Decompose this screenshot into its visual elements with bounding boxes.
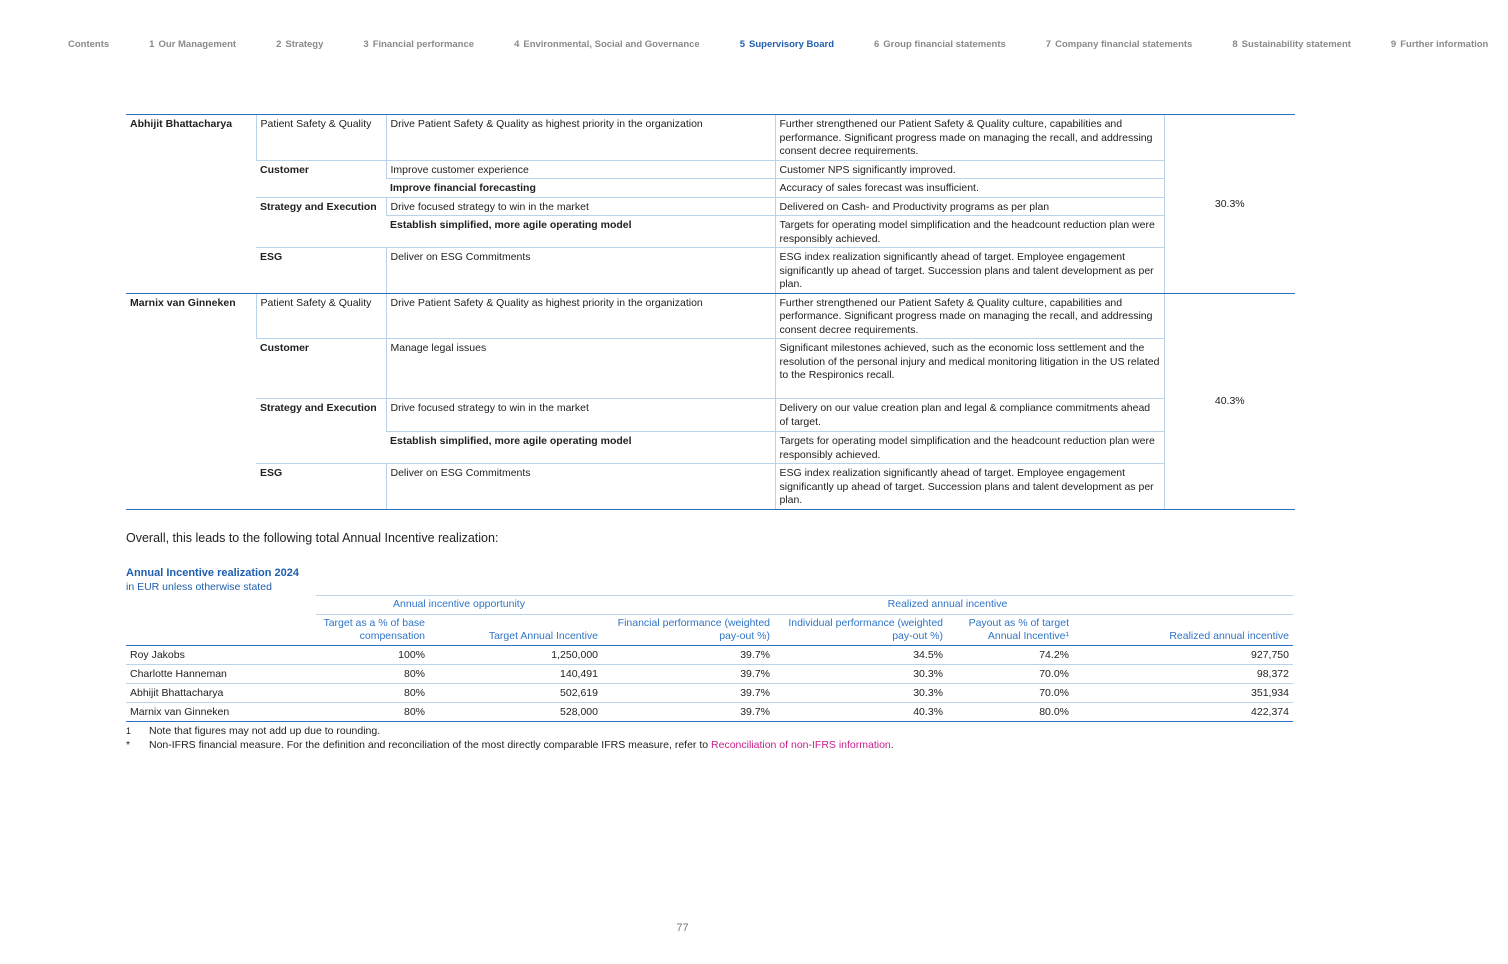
nav-esg[interactable]: 4 Environmental, Social and Governance [514,39,700,50]
col-header: Individual performance (weighted pay-out %) [774,615,947,646]
nav-further-information[interactable]: 9 Further information [1390,39,1489,50]
nav-contents[interactable]: Contents [68,39,110,50]
objective: Drive Patient Safety & Quality as highest priority in the organization [386,115,775,161]
footnote-1 [126,724,894,738]
objective: Drive focused strategy to win in the market [386,399,775,432]
page-number: 77 [676,922,689,934]
intro-text: Overall, this leads to the following total Annual Incentive realization: [126,531,499,545]
nav-our-management[interactable]: 1 Our Management [149,39,237,50]
cell: Roy Jakobs [126,646,316,665]
table-subtitle: in EUR unless otherwise stated [126,581,272,593]
cell: 30.3% [774,684,947,703]
table-row [126,646,1293,665]
cell: Marnix van Ginneken [126,703,316,722]
objective: Manage legal issues [386,339,775,399]
achievement: Customer NPS significantly improved. [775,160,1164,179]
group-realized: Realized annual incentive [602,596,1293,615]
table-row [126,293,1295,339]
table-row [126,703,1293,722]
objective: Improve financial forecasting [386,179,775,198]
col-header: Financial performance (weighted pay-out %) [602,615,774,646]
cell: 39.7% [602,646,774,665]
objectives-table [126,114,1295,510]
group-opportunity: Annual incentive opportunity [316,596,602,615]
nav-sustainability-statement[interactable]: 8 Sustainability statement [1232,39,1351,50]
category: Patient Safety & Quality [256,115,386,161]
footnote-text: Non-IFRS financial measure. For the definition and reconciliation of the most directly comparable IFRS measure, refer to [149,739,712,751]
cell: 39.7% [602,703,774,722]
cell: 422,374 [1119,703,1293,722]
footnote-2 [126,738,894,752]
category: ESG [256,464,386,510]
achievement: Further strengthened our Patient Safety & Quality culture, capabilities and performance. Significant progress made on managing the recall, and addressing consent decree requirements. [775,293,1164,339]
footnote-text: Note that figures may not add up due to rounding. [149,725,381,737]
table-row [126,339,1295,399]
col-header: Target Annual Incentive [429,615,602,646]
nav-financial-performance[interactable]: 3 Financial performance [363,39,475,50]
annual-incentive-table [126,595,1293,722]
category: Strategy and Execution [256,197,386,248]
objective: Drive focused strategy to win in the market [386,197,775,216]
table-title: Annual Incentive realization 2024 [126,567,300,579]
achievement: ESG index realization significantly ahead of target. Employee engagement significantly up ahead of target. Succession plans and talent development as per plan. [775,248,1164,294]
member-name: Marnix van Ginneken [126,293,256,509]
group-header-row [126,596,1293,615]
achievement: Delivery on our value creation plan and legal & compliance commitments ahead of target. [775,399,1164,432]
cell: 1,250,000 [429,646,602,665]
table-row [126,160,1295,179]
footnote-end: . [890,739,894,751]
footnotes [126,724,894,752]
table-row [126,665,1293,684]
cell: 528,000 [429,703,602,722]
top-navigation [68,39,1489,50]
objective: Drive Patient Safety & Quality as highest priority in the organization [386,293,775,339]
cell: 74.2% [947,646,1119,665]
table-row [126,399,1295,432]
achievement: ESG index realization significantly ahead of target. Employee engagement significantly up ahead of target. Succession plans and talent development as per plan. [775,464,1164,510]
achievement: Delivered on Cash- and Productivity programs as per plan [775,197,1164,216]
cell: 80% [316,684,429,703]
category: Customer [256,160,386,197]
cell: Abhijit Bhattacharya [126,684,316,703]
footnote-marker: 1 [126,726,131,736]
footnote-marker: * [126,739,131,751]
achievement: Further strengthened our Patient Safety & Quality culture, capabilities and performance. Significant progress made on managing the recall, and addressing consent decree requirements. [775,115,1164,161]
cell: 39.7% [602,684,774,703]
category: Strategy and Execution [256,399,386,464]
cell: 927,750 [1119,646,1293,665]
nav-company-financial-statements[interactable]: 7 Company financial statements [1045,39,1193,50]
objective: Deliver on ESG Commitments [386,248,775,294]
cell: 39.7% [602,665,774,684]
cell: 40.3% [774,703,947,722]
table-row [126,464,1295,510]
cell: 80% [316,665,429,684]
table-row [126,684,1293,703]
col-header: Payout as % of target Annual Incentive¹ [947,615,1119,646]
individual-score: 30.3% [1164,115,1295,294]
achievement: Accuracy of sales forecast was insufficient. [775,179,1164,198]
cell: 140,491 [429,665,602,684]
table-row [126,197,1295,216]
category: Customer [256,339,386,399]
objective: Improve customer experience [386,160,775,179]
cell: 100% [316,646,429,665]
col-header: Target as a % of base compensation [316,615,429,646]
nav-group-financial-statements[interactable]: 6 Group financial statements [874,39,1006,50]
objective: Establish simplified, more agile operating model [386,432,775,464]
cell: 34.5% [774,646,947,665]
col-header: Realized annual incentive [1119,615,1293,646]
cell: 98,372 [1119,665,1293,684]
achievement: Significant milestones achieved, such as the economic loss settlement and the resolution of the personal injury and medical monitoring litigation in the US related to the Respironics recall. [775,339,1164,399]
objective: Deliver on ESG Commitments [386,464,775,510]
cell: 351,934 [1119,684,1293,703]
cell: 70.0% [947,684,1119,703]
nav-supervisory-board[interactable]: 5 Supervisory Board [739,39,834,50]
objective: Establish simplified, more agile operating model [386,216,775,248]
category: Patient Safety & Quality [256,293,386,339]
header-row [126,615,1293,646]
achievement: Targets for operating model simplification and the headcount reduction plan were responsibly achieved. [775,432,1164,464]
table-row [126,248,1295,294]
cell: 80% [316,703,429,722]
achievement: Targets for operating model simplification and the headcount reduction plan were responsibly achieved. [775,216,1164,248]
individual-score: 40.3% [1164,293,1295,509]
cell: Charlotte Hanneman [126,665,316,684]
reconciliation-link[interactable]: Reconciliation of non-IFRS information [711,739,891,751]
cell: 70.0% [947,665,1119,684]
cell: 30.3% [774,665,947,684]
cell: 502,619 [429,684,602,703]
table-row [126,115,1295,161]
nav-strategy[interactable]: 2 Strategy [276,39,324,50]
member-name: Abhijit Bhattacharya [126,115,256,294]
cell: 80.0% [947,703,1119,722]
category: ESG [256,248,386,294]
